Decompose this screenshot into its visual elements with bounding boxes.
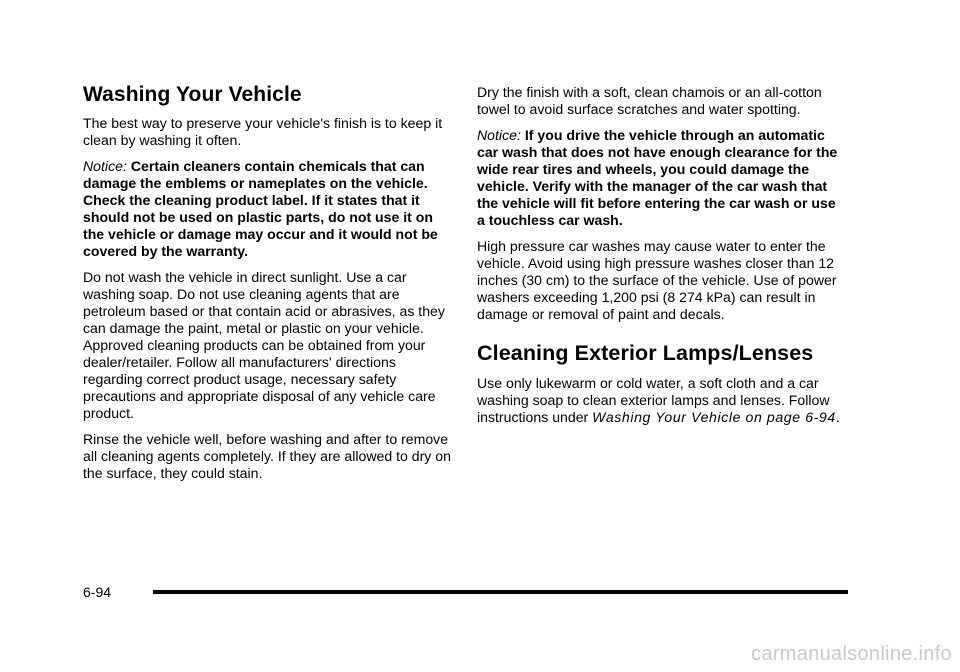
dry-paragraph: Dry the finish with a soft, clean chamois or an all-cotton towel to avoid surface scratches and water spotting. [477, 84, 822, 117]
section-heading-lamps: Cleaning Exterior Lamps/Lenses [477, 341, 814, 365]
section-heading-washing: Washing Your Vehicle [83, 83, 302, 106]
notice-car-wash [477, 127, 847, 229]
high-pressure-paragraph: High pressure car washes may cause water to enter the vehicle. Avoid using high pressure washes closer than 12 inches (30 cm) to the surface of the vehicle. Use of power washers exceeding 1,200 psi (8 274 kPa) can result in damage or removal of paint and decals. [477, 238, 837, 322]
watermark: carmanualsonline.info [751, 643, 952, 665]
notice-body: Certain cleaners contain chemicals that can damage the emblems or nameplates on the vehicle. Check the cleaning product label. If it states that it should not be used on plastic parts, do not use it on the vehicle or damage may occur and it would not be covered by the warranty. [83, 158, 438, 260]
notice-body: If you drive the vehicle through an automatic car wash that does not have enough clearance for the wide rear tires and wheels, you could damage the vehicle. Verify with the manager of the car wash that the vehicle will fit before entering the car wash or use a touchless car wash. [477, 127, 838, 228]
lamps-text: Use only lukewarm or cold water, a soft cloth and a car washing soap to clean exterior lamps and lenses. Follow instructions under [477, 374, 830, 425]
notice-label: Notice: [83, 158, 127, 175]
notice-label: Notice: [477, 127, 521, 143]
lamps-end: . [835, 408, 840, 425]
lamps-paragraph [477, 375, 847, 426]
notice-cleaners [83, 158, 453, 260]
page-footer [83, 583, 848, 601]
page-number: 6-94 [83, 584, 112, 600]
intro-paragraph: The best way to preserve your vehicle's finish is to keep it clean by washing it often. [83, 115, 443, 149]
left-column [83, 82, 453, 491]
cross-reference-link[interactable]: Washing Your Vehicle on page 6-94 [592, 408, 836, 425]
right-column [477, 84, 847, 435]
rinse-paragraph: Rinse the vehicle well, before washing and after to remove all cleaning agents completely. If they are allowed to dry on the surface, they could stain. [83, 431, 451, 482]
footer-rule [153, 590, 848, 594]
sunlight-paragraph: Do not wash the vehicle in direct sunlight. Use a car washing soap. Do not use cleaning agents that are petroleum based or that contain acid or abrasives, as they can damage the paint, metal or plastic on your vehicle. Approved cleaning products can be obtained from your dealer/retailer. Follow all manufacturers' directions regarding correct product usage, necessary safety precautions and appropriate disposal of any vehicle care product. [83, 269, 445, 422]
